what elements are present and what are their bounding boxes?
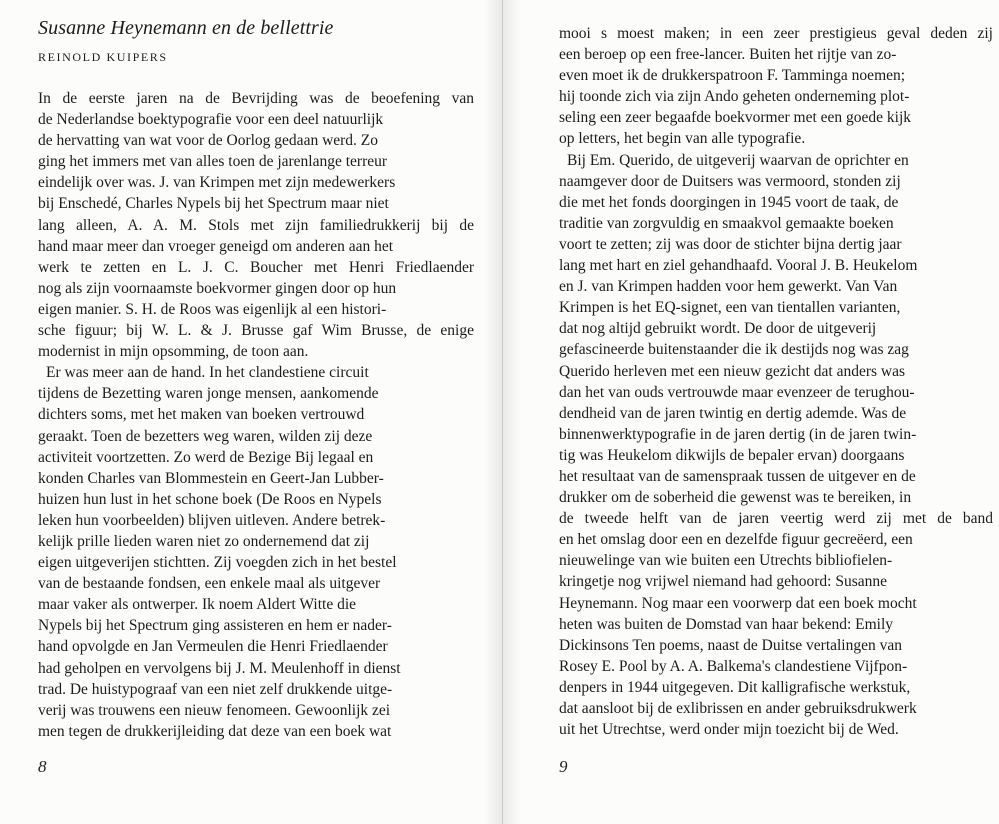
text-line: In de eerste jaren na de Bevrijding was de beoefening van	[38, 90, 474, 107]
text-line: kringetje nog vrijwel niemand had gehoord: Susanne	[559, 573, 888, 591]
text-line: hand opvolgde en Jan Vermeulen die Henri Friedlaender	[38, 638, 388, 656]
text-line: hij toonde zich via zijn Ando geheten onderneming plot-	[559, 88, 910, 106]
text-line: Dickinsons Ten poems, naast de Duitse vertalingen van	[559, 636, 902, 654]
text-line: nieuwelinge van wie buiten een Utrechts bibliofielen-	[559, 552, 893, 570]
text-line: Querido herleven met een nieuw gezicht dat anders was	[559, 362, 906, 380]
text-line: traditie van zorgvuldig en smaakvol gemaakte boeken	[559, 214, 894, 232]
text-line: tig was Heukelom dikwijls de bepaler ervan) doorgaans	[559, 446, 905, 464]
text-line: Heynemann. Nog maar een voorwerp dat een boek mocht	[559, 594, 917, 612]
text-line: leken hun voorbeelden) blijven uitleven. Andere betrek-	[38, 511, 386, 529]
text-line: kelijk prille lieden waren niet zo ondernemend dat zij	[38, 532, 370, 550]
text-line: nog als zijn voornaamste boekvormer gingen door op hun	[38, 279, 397, 297]
text-line: eindelijk over was. J. van Krimpen met zijn medewerkers	[38, 174, 396, 192]
text-line: maar vaker als ontwerper. Ik noem Aldert Witte die	[38, 596, 357, 614]
author-name: REINOLD KUIPERS	[38, 50, 168, 64]
text-line: dichters soms, met het maken van boeken vertrouwd	[38, 406, 365, 424]
text-line: seling een zeer begaafde boekvormer met een goede kijk	[559, 109, 912, 127]
text-line: Nypels bij het Spectrum ging assisteren en hem er nader-	[38, 617, 392, 635]
text-line: naamgever door de Duitsers was vermoord, stonden zij	[559, 172, 901, 190]
right-page	[503, 0, 999, 824]
text-line: en het omslag door een en dezelfde figuur gecreëerd, een	[559, 531, 913, 549]
text-line: verij was trouwens een nieuw fenomeen. Gewoonlijk zei	[38, 701, 391, 719]
text-line: Rosey E. Pool by A. A. Balkema's clandestiene Vijfpon-	[559, 657, 908, 675]
text-line: modernist in mijn opsomming, de toon aan.	[38, 343, 309, 361]
text-line: Er was meer aan de hand. In het clandestiene circuit	[46, 364, 369, 382]
text-line: Bij Em. Querido, de uitgeverij waarvan de oprichter en	[567, 151, 909, 169]
text-line: op letters, het begin van alle typografie.	[559, 130, 806, 148]
text-line: binnenwerktypografie in de jaren dertig (in de jaren twin-	[559, 425, 917, 443]
text-line: de Nederlandse boektypografie voor een deel natuurlijk	[38, 111, 384, 129]
text-line: geraakt. Toen de bezetters weg waren, wilden zij deze	[38, 427, 373, 445]
text-line: even moet ik de drukkerspatroon F. Tamminga noemen;	[559, 67, 906, 85]
text-line: bij Enschedé, Charles Nypels bij het Spectrum maar niet	[38, 195, 389, 213]
text-line: het resultaat van de samenspraak tussen de uitgever en de	[559, 467, 916, 485]
text-line: sche figuur; bij W. L. & J. Brusse gaf Wim Brusse, de enige	[38, 322, 474, 340]
text-line: dan het van ouds vertrouwde maar evenzeer de terughou-	[559, 383, 915, 401]
text-line: ging het immers met van alles toen de jarenlange terreur	[38, 153, 388, 171]
text-line: gefascineerde buitenstaander die ik destijds nog was zag	[559, 341, 909, 359]
text-line: konden Charles van Blommestein en Geert-Jan Lubber-	[38, 469, 384, 487]
text-line: activiteit voortzetten. Zo werd de Bezige Bij legaal en	[38, 448, 374, 466]
text-line: die met het fonds doorgingen in 1945 voort de taak, de	[559, 193, 899, 211]
gutter-shadow	[484, 0, 502, 824]
text-line: hand maar meer dan vroeger geneigd om anderen aan het	[38, 237, 394, 255]
text-line: eigen uitgeverijen stichtten. Zij voegden zich in het bestel	[38, 554, 397, 572]
text-line: trad. De huistypograaf van een niet zelf drukkende uitge-	[38, 680, 393, 698]
text-line: lang alleen, A. A. M. Stols met zijn familiedrukkerij bij de	[38, 216, 474, 234]
text-line: voort te zetten; zij was door de stichter bijna dertig jaar	[559, 235, 902, 253]
text-line: uit het Utrechtse, werd onder mijn toezicht bij de Wed.	[559, 721, 899, 739]
text-line: een beroep op een free-lancer. Buiten het rijtje van zo-	[559, 46, 897, 64]
text-line: denpers in 1944 uitgegeven. Dit kalligrafische werkstuk,	[559, 678, 911, 696]
body-text-right	[559, 23, 993, 740]
text-line: dat nog altijd gebruikt wordt. De door de uitgeverij	[559, 320, 877, 338]
text-line: heten was buiten de Domstad van haar bekend: Emily	[559, 615, 894, 633]
text-line: tijdens de Bezetting waren jonge mensen, aankomende	[38, 385, 379, 403]
text-line: en J. van Krimpen hadden voor hem gewerkt. Van Van	[559, 278, 898, 296]
text-line: van de bestaande fondsen, een enkele maal als uitgever	[38, 575, 381, 593]
gutter-shadow	[503, 0, 521, 824]
text-line: had geholpen en vervolgens bij J. M. Meulenhoff in dienst	[38, 659, 401, 677]
text-line: dat aansloot bij de exlibrissen en ander gebruiksdrukwerk	[559, 700, 917, 717]
text-line: de hervatting van wat voor de Oorlog gedaan werd. Zo	[38, 132, 379, 150]
text-line: werk te zetten en L. J. C. Boucher met Henri Friedlaender	[38, 258, 474, 276]
page-number-left: 8	[38, 757, 47, 776]
body-text-left	[38, 88, 474, 742]
text-line: drukker om de soberheid die gewenst was te bereiken, in	[559, 489, 912, 507]
text-line: de tweede helft van de jaren veertig werd zij met de band	[559, 510, 993, 528]
text-line: Krimpen is het EQ-signet, een van tientallen varianten,	[559, 299, 901, 317]
text-line: men tegen de drukkerijleiding dat deze van een boek wat	[38, 722, 392, 740]
page-number-right: 9	[559, 757, 568, 776]
text-line: dendheid van de jaren twintig en dertig ademde. Was de	[559, 404, 907, 422]
text-line: huizen hun lust in het schone boek (De Roos en Nypels	[38, 490, 382, 508]
text-line: lang met hart en ziel gehandhaafd. Vooral J. B. Heukelom	[559, 257, 918, 275]
text-line: mooi s moest maken; in een zeer prestigieus geval deden zij	[559, 25, 993, 42]
text-line: eigen manier. S. H. de Roos was eigenlijk al een histori-	[38, 300, 387, 318]
article-title: Susanne Heynemann en de bellettrie	[38, 17, 334, 39]
